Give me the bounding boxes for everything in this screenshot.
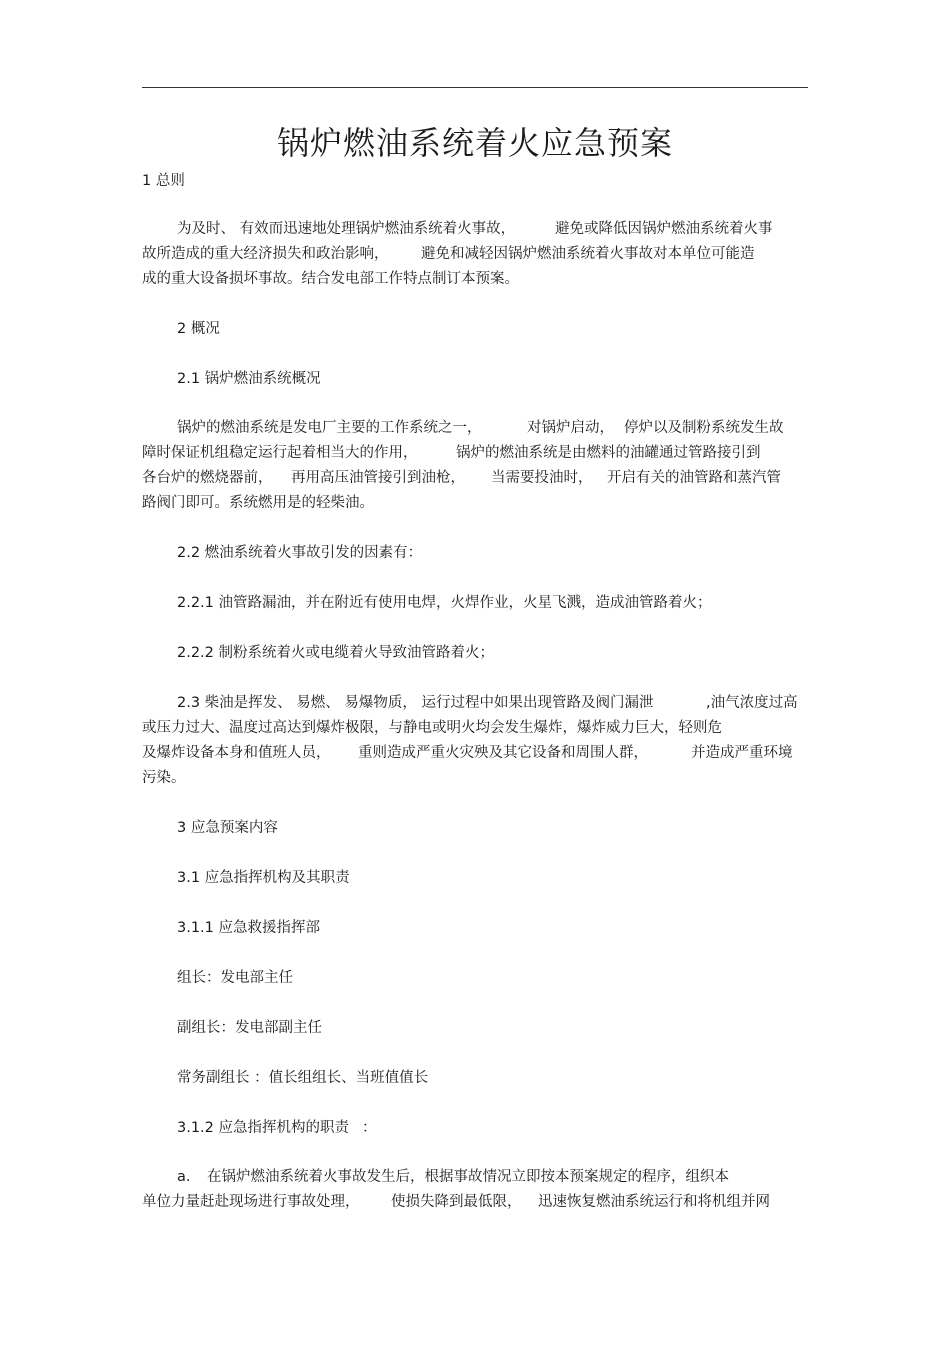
text-segment: 2 概况 — [177, 321, 220, 337]
text-segment: 1 总则 — [142, 173, 185, 189]
text-segment: 迅速恢复燃油系统运行和将机组并网 — [538, 1194, 770, 1210]
text-segment: 并造成严重环境 — [691, 745, 793, 761]
text-segment: 障时保证机组稳定运行起着相当大的作用， — [142, 445, 418, 461]
text-segment: 避免或降低因锅炉燃油系统着火事 — [555, 221, 773, 237]
text-segment: ： — [362, 1120, 377, 1136]
text-segment: 2.3 柴油是挥发、 易燃、 易爆物质， 运行过程中如果出现管路及阀门漏泄 — [177, 695, 654, 711]
text-segment: 再用高压油管接引到油枪， — [291, 470, 465, 486]
text-segment: 3 应急预案内容 — [177, 820, 278, 836]
text-segment: 污染。 — [142, 770, 186, 786]
text-segment: ,油气浓度过高 — [706, 695, 798, 711]
text-segment: 2.2.2 制粉系统着火或电缆着火导致油管路着火； — [177, 645, 495, 661]
header-rule — [142, 87, 808, 88]
text-segment: 锅炉的燃油系统是发电厂主要的工作系统之一， — [177, 420, 482, 436]
text-segment: 停炉以及制粉系统发生故 — [624, 420, 784, 436]
text-segment: 3.1.1 应急救援指挥部 — [177, 920, 321, 936]
text-segment: 3.1.2 应急指挥机构的职责 — [177, 1120, 350, 1136]
text-segment: 当需要投油时， — [491, 470, 593, 486]
text-segment: 避免和减轻因锅炉燃油系统着火事故对本单位可能造 — [421, 246, 755, 262]
text-segment: 对锅炉启动， — [527, 420, 614, 436]
text-segment: 成的重大设备损坏事故。结合发电部工作特点制订本预案。 — [142, 271, 519, 287]
text-segment: 副组长：发电部副主任 — [177, 1020, 322, 1036]
text-segment: 在锅炉燃油系统着火事故发生后，根据事故情况立即按本预案规定的程序，组织本 — [207, 1169, 729, 1185]
text-segment: 常务副组长 ：值长组组长、当班值值长 — [177, 1070, 429, 1086]
text-segment: 各台炉的燃烧器前， — [142, 470, 273, 486]
text-segment: 及爆炸设备本身和值班人员， — [142, 745, 331, 761]
text-segment: 单位力量赶赴现场进行事故处理， — [142, 1194, 360, 1210]
text-segment: 2.1 锅炉燃油系统概况 — [177, 371, 321, 387]
page-title: 锅炉燃油系统着火应急预案 — [276, 124, 673, 162]
text-segment: 3.1 应急指挥机构及其职责 — [177, 870, 350, 886]
text-segment: a. — [177, 1169, 191, 1185]
text-segment: 为及时、 有效而迅速地处理锅炉燃油系统着火事故， — [177, 221, 516, 237]
text-segment: 路阀门即可。系统燃用是的轻柴油。 — [142, 495, 374, 511]
text-segment: 组长：发电部主任 — [177, 970, 293, 986]
text-segment: 2.2.1 油管路漏油，并在附近有使用电焊，火焊作业，火星飞溅，造成油管路着火； — [177, 595, 712, 611]
text-segment: 重则造成严重火灾殃及其它设备和周围人群， — [358, 745, 648, 761]
text-segment: 2.2 燃油系统着火事故引发的因素有： — [177, 545, 423, 561]
text-segment: 开启有关的油管路和蒸汽管 — [607, 470, 781, 486]
text-segment: 使损失降到最低限， — [391, 1194, 522, 1210]
text-segment: 锅炉的燃油系统是由燃料的油罐通过管路接引到 — [456, 445, 761, 461]
text-segment: 故所造成的重大经济损失和政治影响， — [142, 246, 389, 262]
text-segment: 或压力过大、温度过高达到爆炸极限，与静电或明火均会发生爆炸，爆炸威力巨大，轻则危 — [142, 720, 722, 736]
